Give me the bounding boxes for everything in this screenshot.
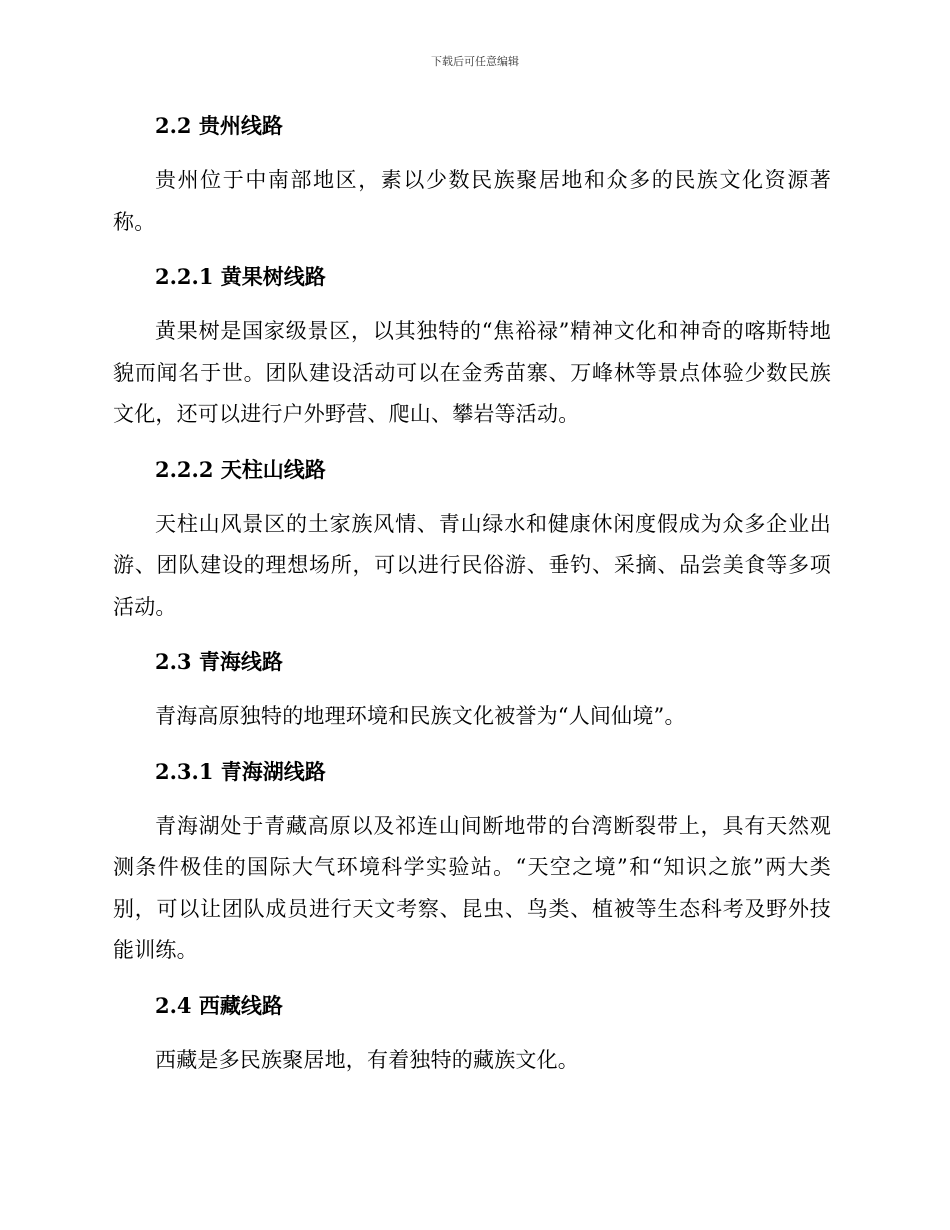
paragraph-huangguoshu: 黄果树是国家级景区，以其独特的“焦裕禄”精神文化和神奇的喀斯特地貌而闻名于世。团队建设活动可以在金秀苗寨、万峰林等景点体验少数民族文化，还可以进行户外野营、爬山、攀岩等活动。: [113, 319, 831, 426]
section-heading-2-3-1: 2.3.1 青海湖线路: [155, 758, 326, 784]
document-body: [113, 106, 831, 1081]
paragraph-qinghai-lake: 青海湖处于青藏高原以及祁连山间断地带的台湾断裂带上，具有天然观测条件极佳的国际大气环境科学实验站。“天空之境”和“知识之旅”两大类别，可以让团队成员进行天文考察、昆虫、鸟类、植被等生态科考及野外技能训练。: [113, 813, 831, 962]
paragraph-tibet: 西藏是多民族聚居地，有着独特的藏族文化。: [155, 1047, 579, 1072]
section-heading-2-2-1: 2.2.1 黄果树线路: [155, 264, 326, 289]
section-heading-2-4: 2.4 西藏线路: [155, 992, 283, 1018]
paragraph-qinghai: 青海高原独特的地理环境和民族文化被誉为“人间仙境”。: [155, 704, 686, 728]
paragraph-guizhou: 贵州位于中南部地区，素以少数民族聚居地和众多的民族文化资源著称。: [113, 168, 831, 234]
section-heading-2-2: 2.2 贵州线路: [155, 113, 283, 138]
page-header: 下载后可任意编辑: [431, 55, 519, 68]
paragraph-tianzhushan: 天柱山风景区的土家族风情、青山绿水和健康休闲度假成为众多企业出游、团队建设的理想场所，可以进行民俗游、垂钓、采摘、品尝美食等多项活动。: [113, 511, 831, 619]
section-heading-2-2-2: 2.2.2 天柱山线路: [155, 456, 326, 482]
section-heading-2-3: 2.3 青海线路: [155, 649, 283, 674]
